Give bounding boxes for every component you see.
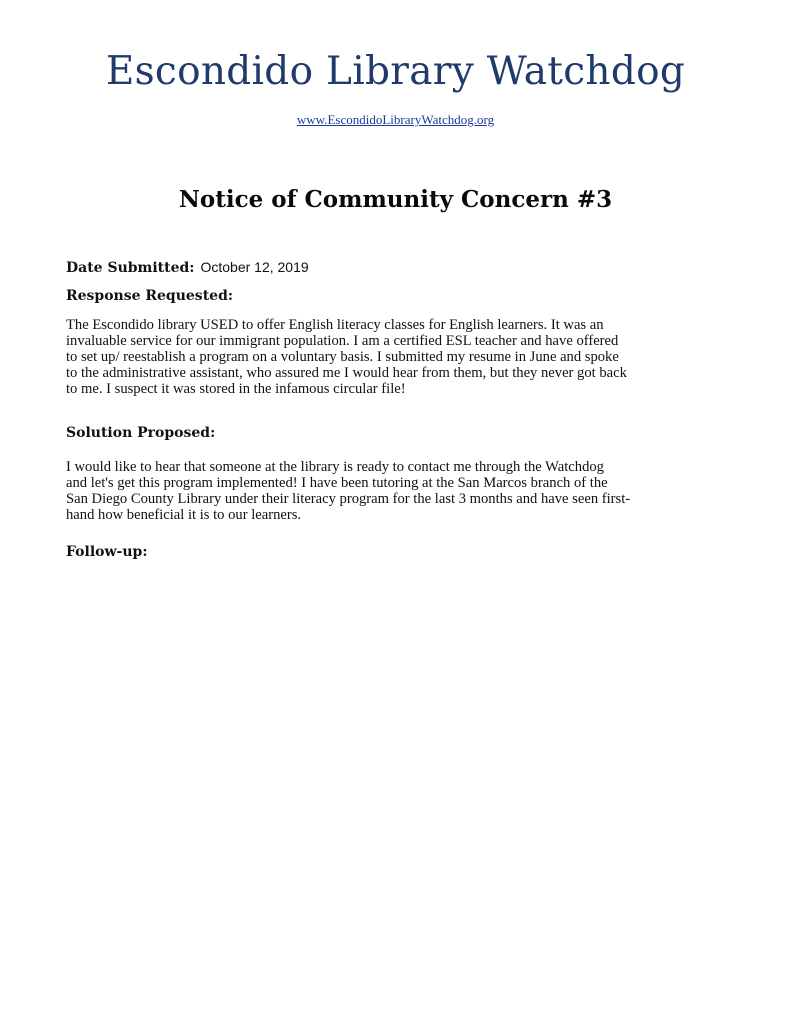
date-submitted-row (66, 257, 309, 277)
response-line: invaluable service for our immigrant population. I am a certified ESL teacher and have offered (66, 333, 619, 349)
date-submitted-value: October 12, 2019 (200, 259, 309, 275)
website-link[interactable]: www.EscondidoLibraryWatchdog.org (296, 112, 495, 127)
solution-proposed-text (66, 459, 738, 523)
solution-line: San Diego County Library under their literacy program for the last 3 months and have seen first- (66, 491, 631, 507)
organization-title: Escondido Library Watchdog (105, 49, 686, 94)
response-line: to me. I suspect it was stored in the infamous circular file! (66, 381, 406, 397)
response-requested-text (66, 317, 738, 397)
solution-proposed-label: Solution Proposed: (66, 425, 216, 441)
date-submitted-label: Date Submitted: (66, 260, 195, 276)
response-line: to set up/ reestablish a program on a voluntary basis. I submitted my resume in June and spoke (66, 349, 619, 365)
notice-title: Notice of Community Concern #3 (178, 186, 613, 213)
response-line: to the administrative assistant, who assured me I would hear from them, but they never got back (66, 365, 627, 381)
follow-up-label: Follow-up: (66, 544, 148, 560)
response-requested-label: Response Requested: (66, 288, 234, 304)
solution-line: hand how beneficial it is to our learners. (66, 507, 302, 523)
solution-line: I would like to hear that someone at the library is ready to contact me through the Watchdog (66, 459, 604, 475)
solution-line: and let's get this program implemented! I have been tutoring at the San Marcos branch of the (66, 475, 608, 491)
response-line: The Escondido library USED to offer English literacy classes for English learners. It was an (66, 317, 604, 333)
